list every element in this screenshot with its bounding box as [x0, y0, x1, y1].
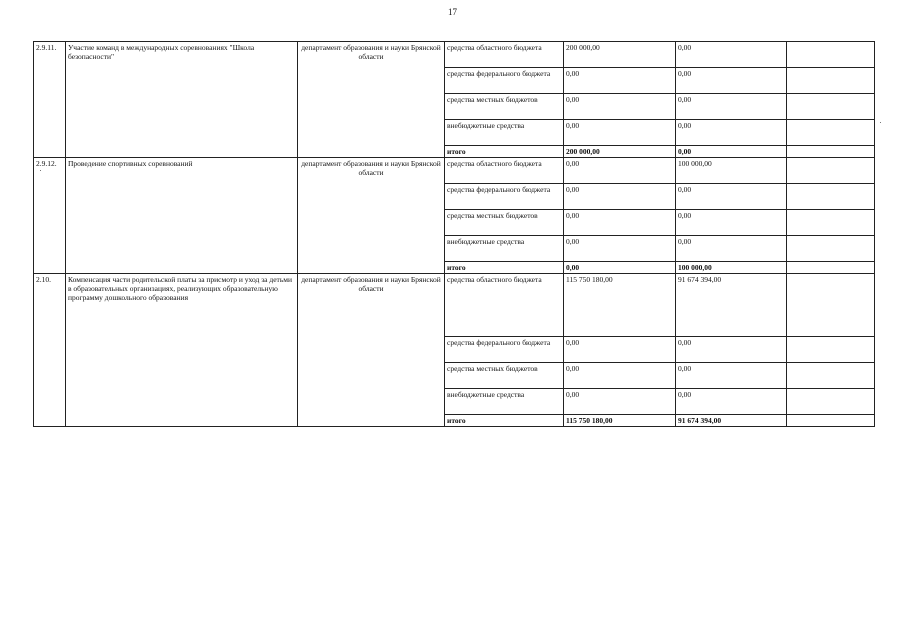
- funding-value-2: 0,00: [676, 120, 787, 146]
- funding-source: внебюджетные средства: [445, 236, 564, 262]
- funding-value-1: 0,00: [564, 236, 676, 262]
- funding-source: средства федерального бюджета: [445, 337, 564, 363]
- funding-value-3: [787, 363, 875, 389]
- item-code: 2.10.: [34, 274, 66, 427]
- funding-value-2: 0,00: [676, 42, 787, 68]
- funding-value-3: [787, 236, 875, 262]
- funding-value-2: 0,00: [676, 146, 787, 158]
- funding-value-1: 0,00: [564, 262, 676, 274]
- funding-value-1: 0,00: [564, 94, 676, 120]
- funding-value-2: 0,00: [676, 236, 787, 262]
- funding-source: внебюджетные средства: [445, 120, 564, 146]
- funding-value-3: [787, 42, 875, 68]
- funding-source: итого: [445, 262, 564, 274]
- funding-value-3: [787, 146, 875, 158]
- funding-source: итого: [445, 415, 564, 427]
- funding-value-3: [787, 274, 875, 337]
- funding-value-2: 0,00: [676, 184, 787, 210]
- funding-value-3: [787, 262, 875, 274]
- funding-value-2: 100 000,00: [676, 262, 787, 274]
- item-code: 2.9.11.: [34, 42, 66, 158]
- table-row: [34, 158, 875, 184]
- funding-value-3: [787, 120, 875, 146]
- item-name: Участие команд в международных соревнованиях "Школа безопасности": [66, 42, 298, 158]
- funding-source: средства местных бюджетов: [445, 210, 564, 236]
- table-row: [34, 42, 875, 68]
- funding-value-1: 200 000,00: [564, 146, 676, 158]
- funding-value-3: [787, 158, 875, 184]
- funding-source: средства местных бюджетов: [445, 363, 564, 389]
- funding-source: средства областного бюджета: [445, 274, 564, 337]
- funding-value-1: 0,00: [564, 337, 676, 363]
- funding-value-1: 200 000,00: [564, 42, 676, 68]
- item-executor: департамент образования и науки Брянской области: [298, 42, 445, 158]
- funding-value-3: [787, 68, 875, 94]
- funding-value-1: 0,00: [564, 68, 676, 94]
- funding-value-1: 0,00: [564, 184, 676, 210]
- funding-value-2: 0,00: [676, 68, 787, 94]
- funding-value-2: 0,00: [676, 389, 787, 415]
- funding-value-2: 0,00: [676, 210, 787, 236]
- funding-value-3: [787, 94, 875, 120]
- scan-speck: [880, 122, 881, 123]
- item-code: 2.9.12.: [34, 158, 66, 274]
- funding-value-3: [787, 415, 875, 427]
- funding-value-2: 0,00: [676, 337, 787, 363]
- item-executor: департамент образования и науки Брянской области: [298, 158, 445, 274]
- budget-table: [33, 41, 875, 427]
- page-number: 17: [448, 7, 457, 17]
- funding-value-3: [787, 337, 875, 363]
- funding-value-3: [787, 184, 875, 210]
- funding-source: внебюджетные средства: [445, 389, 564, 415]
- funding-value-1: 0,00: [564, 158, 676, 184]
- funding-source: средства федерального бюджета: [445, 68, 564, 94]
- funding-value-1: 0,00: [564, 210, 676, 236]
- funding-source: средства областного бюджета: [445, 158, 564, 184]
- item-name: Проведение спортивных соревнований: [66, 158, 298, 274]
- funding-value-1: 115 750 180,00: [564, 274, 676, 337]
- funding-value-1: 0,00: [564, 389, 676, 415]
- funding-value-3: [787, 210, 875, 236]
- funding-value-2: 0,00: [676, 94, 787, 120]
- funding-value-2: 91 674 394,00: [676, 274, 787, 337]
- funding-value-2: 0,00: [676, 363, 787, 389]
- funding-value-2: 100 000,00: [676, 158, 787, 184]
- funding-source: итого: [445, 146, 564, 158]
- funding-value-1: 115 750 180,00: [564, 415, 676, 427]
- funding-source: средства местных бюджетов: [445, 94, 564, 120]
- funding-value-1: 0,00: [564, 363, 676, 389]
- funding-value-3: [787, 389, 875, 415]
- funding-value-1: 0,00: [564, 120, 676, 146]
- funding-source: средства федерального бюджета: [445, 184, 564, 210]
- item-name: Компенсация части родительской платы за присмотр и уход за детьми в образовательных организациях, реализующих образовательную программу дошкольного образования: [66, 274, 298, 427]
- item-executor: департамент образования и науки Брянской области: [298, 274, 445, 427]
- scan-speck: [40, 170, 41, 171]
- table-row: [34, 274, 875, 337]
- funding-value-2: 91 674 394,00: [676, 415, 787, 427]
- funding-source: средства областного бюджета: [445, 42, 564, 68]
